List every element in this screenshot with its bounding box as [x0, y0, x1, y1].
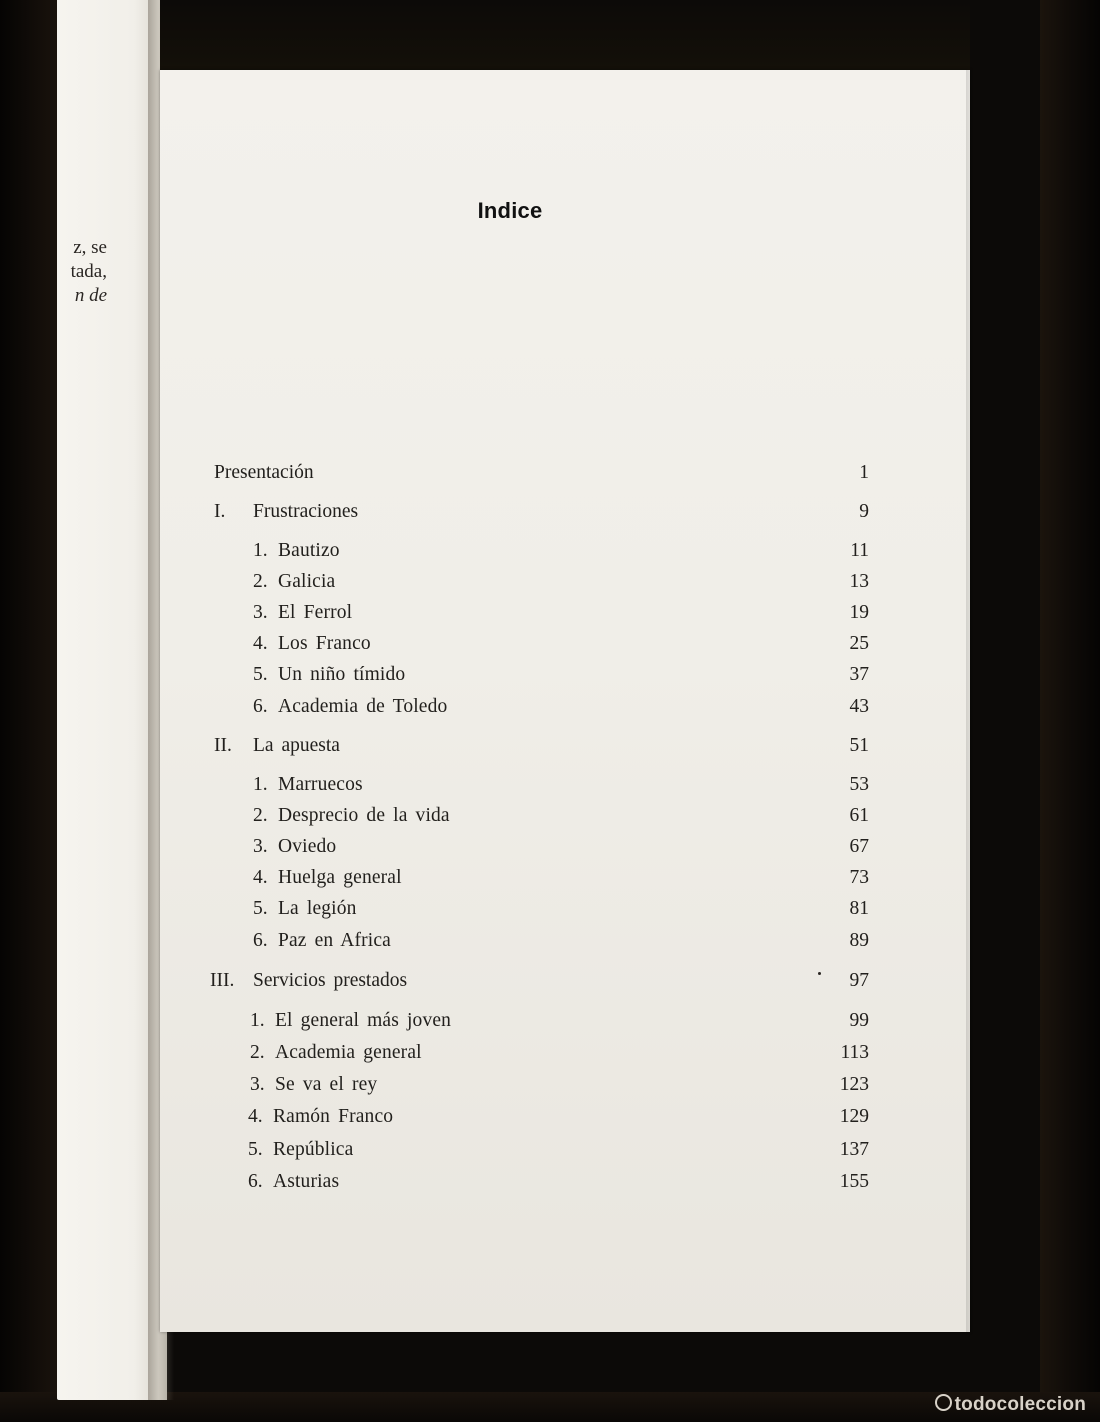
toc-section-page: 155 — [839, 1171, 869, 1192]
toc-section-page: 53 — [849, 774, 869, 795]
toc-chapter — [160, 735, 970, 763]
toc-section-label: Se va el rey — [275, 1074, 378, 1095]
toc-section-page: 123 — [839, 1074, 869, 1095]
toc-section-label: Asturias — [273, 1171, 340, 1192]
toc-section — [160, 633, 970, 661]
toc-chapter-label: Frustraciones — [253, 501, 359, 522]
toc-section — [160, 1171, 970, 1199]
toc-section — [160, 696, 970, 724]
toc-section-label: El Ferrol — [278, 602, 353, 623]
toc-section — [160, 867, 970, 895]
page-title: Indice — [477, 198, 543, 223]
toc-section-number: 2. — [253, 805, 268, 826]
toc-section — [160, 571, 970, 599]
toc-chapter-label: La apuesta — [253, 735, 340, 756]
toc-entry-label: Presentación — [214, 462, 314, 483]
toc-section — [160, 1042, 970, 1070]
toc-section — [160, 602, 970, 630]
toc-section-page: 129 — [839, 1106, 869, 1127]
toc-section — [160, 774, 970, 802]
toc-chapter-label: Servicios prestados — [253, 970, 408, 991]
toc-chapter-number: III. — [210, 970, 235, 991]
toc-chapter-page: 9 — [859, 501, 869, 522]
toc-section-label: Academia general — [275, 1042, 422, 1063]
toc-section-page: 11 — [850, 540, 869, 561]
table-of-contents — [160, 70, 970, 1332]
toc-section-page: 99 — [849, 1010, 869, 1031]
watermark-text: todocoleccion — [954, 1394, 1086, 1415]
toc-section-page: 89 — [849, 930, 869, 951]
toc-section-label: Paz en Africa — [278, 930, 391, 951]
toc-section-label: Bautizo — [278, 540, 340, 561]
toc-section-page: 113 — [840, 1042, 869, 1063]
toc-chapter-page: 51 — [849, 735, 869, 756]
toc-section-number: 5. — [248, 1139, 263, 1160]
toc-section-number: 1. — [253, 540, 268, 561]
toc-chapter-number: II. — [214, 735, 232, 756]
toc-section-number: 6. — [248, 1171, 263, 1192]
toc-section — [160, 898, 970, 926]
toc-section — [160, 664, 970, 692]
toc-section-label: Marruecos — [278, 774, 363, 795]
page-edge-shadow — [966, 70, 976, 1332]
toc-section — [160, 1010, 970, 1038]
toc-section — [160, 1139, 970, 1167]
background-left — [0, 0, 60, 1422]
toc-section-label: El general más joven — [275, 1010, 452, 1031]
toc-section-label: Ramón Franco — [273, 1106, 394, 1127]
toc-section-page: 67 — [849, 836, 869, 857]
toc-section-number: 2. — [250, 1042, 265, 1063]
toc-section-label: La legión — [278, 898, 357, 919]
toc-section — [160, 930, 970, 958]
toc-section-page: 37 — [849, 664, 869, 685]
toc-section-number: 4. — [248, 1106, 263, 1127]
facing-page-text — [7, 236, 107, 308]
toc-chapter — [160, 970, 970, 998]
toc-chapter-number: I. — [214, 501, 226, 522]
toc-section-number: 1. — [250, 1010, 265, 1031]
facing-page-line: z, se — [73, 237, 107, 258]
background-right — [1040, 0, 1100, 1422]
toc-chapter-page: 97 — [849, 970, 869, 991]
toc-section-page: 43 — [849, 696, 869, 717]
toc-section-number: 4. — [253, 633, 268, 654]
toc-section-number: 4. — [253, 867, 268, 888]
toc-section-number: 1. — [253, 774, 268, 795]
toc-section — [160, 1106, 970, 1134]
print-speck — [818, 972, 821, 975]
toc-section — [160, 805, 970, 833]
toc-section-label: Huelga general — [278, 867, 402, 888]
toc-section-page: 73 — [849, 867, 869, 888]
toc-section-number: 6. — [253, 930, 268, 951]
toc-entry-page: 1 — [859, 462, 869, 483]
facing-page-line: tada, — [70, 261, 107, 282]
toc-section-label: Los Franco — [278, 633, 371, 654]
toc-entry — [160, 462, 970, 490]
toc-section-label: Academia de Toledo — [278, 696, 448, 717]
toc-section-page: 19 — [849, 602, 869, 623]
toc-section-page: 25 — [849, 633, 869, 654]
toc-section — [160, 836, 970, 864]
toc-section-page: 61 — [849, 805, 869, 826]
toc-section-page: 13 — [849, 571, 869, 592]
toc-section-number: 3. — [253, 602, 268, 623]
facing-page-line: n de — [74, 285, 107, 306]
toc-section-number: 2. — [253, 571, 268, 592]
toc-section-label: República — [273, 1139, 354, 1160]
page-top-shadow — [160, 0, 970, 70]
toc-section-label: Galicia — [278, 571, 336, 592]
toc-section-number: 5. — [253, 898, 268, 919]
watermark — [935, 1394, 1086, 1416]
toc-section-number: 3. — [253, 836, 268, 857]
toc-section-label: Un niño tímido — [278, 664, 406, 685]
toc-section-label: Desprecio de la vida — [278, 805, 450, 826]
toc-section — [160, 1074, 970, 1102]
toc-section-label: Oviedo — [278, 836, 337, 857]
watermark-logo-icon — [935, 1394, 952, 1411]
toc-section — [160, 540, 970, 568]
toc-section-page: 81 — [849, 898, 869, 919]
toc-chapter — [160, 501, 970, 529]
toc-section-number: 5. — [253, 664, 268, 685]
toc-section-number: 6. — [253, 696, 268, 717]
index-page — [160, 70, 970, 1332]
toc-section-number: 3. — [250, 1074, 265, 1095]
toc-section-page: 137 — [839, 1139, 869, 1160]
